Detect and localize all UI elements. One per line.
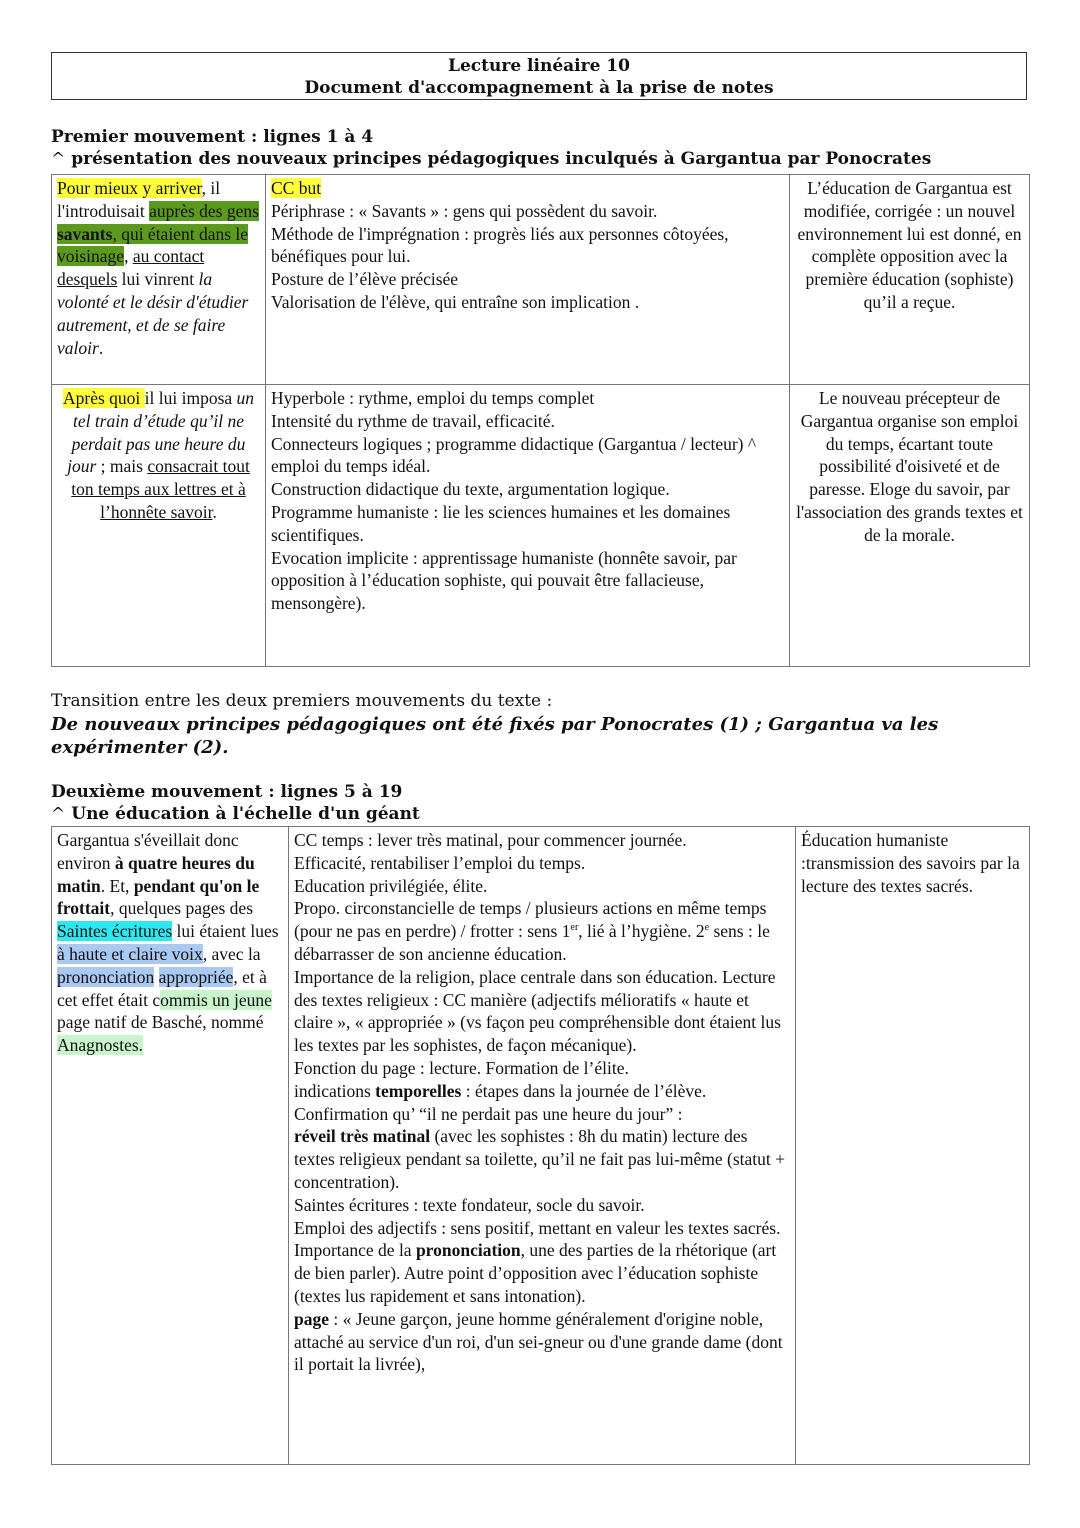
highlight-green: auprès des gens (149, 200, 259, 221)
bold-text: temporelles (375, 1080, 462, 1101)
italic-text: la volonté et le désir d'étudier autrement, et de se faire valoir (57, 269, 249, 358)
document-title: Lecture linéaire 10 (448, 56, 630, 76)
text-span: (avec les sophistes : 8h du matin) lecture des textes religieux pendant sa toilette, qu’il ne fait pas lui-même (statut + concentration). (294, 1126, 785, 1192)
movement2-heading: Deuxième mouvement : lignes 5 à 19 (51, 782, 403, 802)
analysis-line: Evocation implicite : apprentissage humaniste (honnête savoir, par opposition à l’éducation sophiste, qui pouvait être fallacieuse, mensongère). (271, 547, 737, 614)
movement1-heading: Premier mouvement : lignes 1 à 4 (51, 127, 374, 147)
underlined-text: au contact desquels (57, 246, 205, 290)
table-row (52, 827, 1030, 1465)
text-span: , quelques pages des (110, 898, 254, 919)
highlight-blue: prononciation (57, 966, 155, 987)
text-span: . (98, 337, 104, 358)
text-span (154, 967, 158, 987)
analysis-line (294, 1308, 790, 1376)
analysis-line: Valorisation de l'élève, qui entraîne son implication . (271, 291, 640, 312)
analysis-line: Périphrase : « Savants » : gens qui possèdent du savoir. (271, 200, 658, 221)
movement2-subheading-line (51, 803, 420, 825)
analysis-cell (266, 385, 790, 667)
table-row (52, 175, 1030, 385)
text-span: , avec la (202, 943, 261, 964)
text-span: : « Jeune garçon, jeune homme généralement d'origine noble, attaché au service d'un roi, d'un sei-gneur ou d'une grande dame (dont il portait la livrée), (294, 1308, 783, 1375)
highlight-lightgreen: ommis un jeune (160, 989, 272, 1010)
analysis-line (294, 1217, 790, 1308)
highlight-yellow: Après quoi (62, 388, 145, 408)
interpretation-cell: Le nouveau précepteur de Gargantua organise son emploi du temps, écartant toute possibilité d'oisiveté et de paresse. Eloge du savoir, par l'association des grands textes et de la morale. (790, 385, 1030, 667)
bold-text: réveil très matinal (294, 1126, 431, 1147)
superscript: e (704, 922, 710, 934)
analysis-line: Education privilégiée, élite. (294, 875, 488, 896)
table-row (52, 385, 1030, 667)
movement2-table (51, 826, 1030, 1465)
superscript: er (570, 922, 579, 934)
text-span: il lui imposa (144, 388, 237, 408)
transition-intro: Transition entre les deux premiers mouvements du texte : (51, 691, 553, 711)
analysis-line: Méthode de l'imprégnation : progrès liés aux personnes côtoyées, bénéfiques pour lui. (271, 223, 729, 267)
highlight-green-bold: savants (57, 223, 113, 244)
text-span: Propo. circonstancielle de temps / plusieurs actions en même temps (pour ne pas en perdre) / frotter : sens 1 (294, 898, 767, 942)
text-span: Emploi des adjectifs : sens positif, mettant en valeur les textes sacrés. Importance de la (294, 1217, 781, 1261)
highlight-yellow: CC but (271, 178, 322, 198)
text-span: , lié à l’hygiène. 2 (578, 921, 705, 942)
text-span: lui vinrent (117, 269, 199, 290)
analysis-line (294, 1080, 790, 1103)
analysis-line (294, 1125, 790, 1193)
highlight-cyan: Saintes écritures (57, 921, 173, 942)
movement1-table (51, 174, 1030, 667)
bold-text: prononciation (415, 1240, 521, 1261)
movement1-subheading-line (51, 148, 931, 170)
movement1-subheading: présentation des nouveaux principes pédagogiques inculqués à Gargantua par Ponocrates (71, 149, 932, 169)
quote-cell (52, 175, 266, 385)
caret-icon: ^ (51, 804, 66, 824)
movement2-subheading: Une éducation à l'échelle d'un géant (71, 804, 420, 824)
text-span: Gargantua s'éveillait donc environ (57, 830, 239, 873)
highlight-lightgreen: Anagnostes. (57, 1035, 144, 1056)
quote-cell (52, 827, 289, 1465)
analysis-line: Hyperbole : rythme, emploi du temps complet (271, 388, 595, 408)
bold-text: à quatre heures du matin (57, 852, 255, 896)
text-span: , il l'introduisait (57, 178, 221, 221)
bold-text: pendant qu'on le frottait (57, 875, 260, 919)
analysis-line: Programme humaniste : lie les sciences humaines et les domaines scientifiques. (271, 501, 731, 545)
highlight-blue: à haute et claire voix (57, 943, 203, 964)
analysis-line: Connecteurs logiques ; programme didactique (Gargantua / lecteur) ^ emploi du temps idéal. (271, 433, 757, 477)
text-span: sens : le débarrasser de son ancienne éducation. (294, 921, 770, 964)
text-span: indications (294, 1080, 376, 1101)
highlight-blue: appropriée (158, 966, 234, 987)
caret-icon: ^ (51, 149, 66, 169)
bold-text: page (294, 1308, 329, 1329)
analysis-line: Construction didactique du texte, argumentation logique. (271, 479, 670, 500)
highlight-green: , qui étaient dans le voisinage (57, 223, 249, 267)
text-span: ; mais (96, 456, 148, 477)
analysis-line: Importance de la religion, place centrale dans son éducation. Lecture des textes religieux : CC manière (adjectifs mélioratifs « haute et claire », « appropriée » (vs façon peu compréhensible dont étaient lus les textes par les sophistes, de façon mécanique). (294, 966, 781, 1056)
document-subtitle: Document d'accompagnement à la prise de notes (304, 78, 774, 98)
movement1-heading-block (51, 126, 931, 170)
analysis-line: Posture de l’élève précisée (271, 269, 459, 290)
interpretation-cell: Éducation humaniste :transmission des savoirs par la lecture des textes sacrés. (796, 827, 1030, 1465)
text-span: , (124, 246, 133, 267)
italic-text: un tel train d’étude qu’il ne perdait pas une heure du jour (67, 388, 255, 477)
highlight-yellow: Pour mieux y arriver (57, 178, 202, 198)
text-span: lui étaient lues (172, 921, 279, 942)
document-title-box (51, 52, 1027, 100)
text-span: page natif de Basché, nommé (57, 1012, 264, 1033)
transition-block (51, 690, 1031, 759)
analysis-line: Saintes écritures : texte fondateur, socle du savoir. (294, 1194, 645, 1215)
text-span: , une des parties de la rhétorique (art de bien parler). Autre point d’opposition avec l’éducation sophiste (textes lus rapidement et sans intonation). (294, 1240, 777, 1306)
text-span: , et à cet effet était c (57, 966, 267, 1010)
quote-cell (52, 385, 266, 667)
analysis-cell (266, 175, 790, 385)
transition-statement: De nouveaux principes pédagogiques ont été fixés par Ponocrates (1) ; Gargantua va les expérimenter (2). (51, 714, 939, 758)
movement2-heading-block (51, 781, 420, 825)
interpretation-cell: L’éducation de Gargantua est modifiée, corrigée : un nouvel environnement lui est donné, en complète opposition avec la première éducation (sophiste) qu’il a reçue. (790, 175, 1030, 385)
analysis-cell (289, 827, 796, 1465)
analysis-line (294, 897, 790, 965)
text-span: : étapes dans la journée de l’élève. (461, 1080, 707, 1101)
analysis-line: Intensité du rythme de travail, efficacité. (271, 410, 555, 431)
analysis-line: Fonction du page : lecture. Formation de l’élite. (294, 1057, 629, 1078)
text-span: . Et, (100, 875, 134, 896)
underlined-text: consacrait tout ton temps aux lettres et à l’honnête savoir (71, 456, 250, 522)
analysis-line: Confirmation qu’ “il ne perdait pas une heure du jour” : (294, 1103, 683, 1124)
analysis-line: Efficacité, rentabiliser l’emploi du temps. (294, 852, 586, 873)
text-span: . (212, 501, 217, 522)
analysis-line: CC temps : lever très matinal, pour commencer journée. (294, 830, 687, 850)
